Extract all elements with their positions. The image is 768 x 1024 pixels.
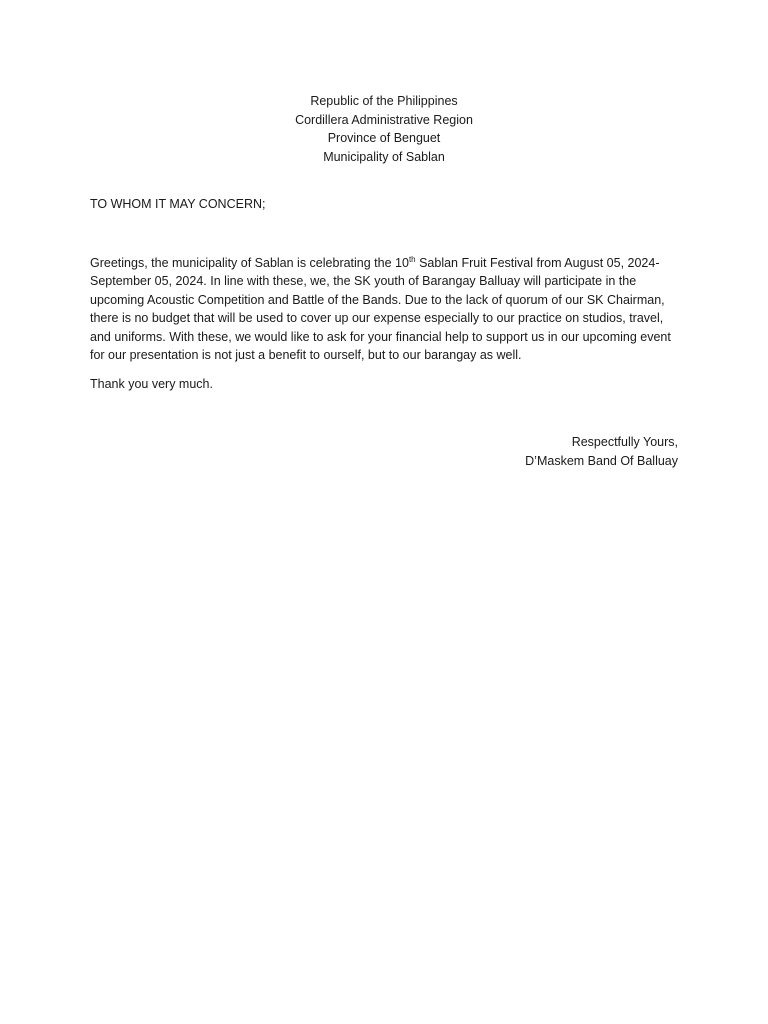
body-text-part2: Sablan Fruit Festival from August 05, 2024-September 05, 2024. In line with these, we, the SK youth of Barangay Balluay will participate in the upcoming Acoustic Competition and Battle of the Bands. Due to the lack of quorum of our SK Chairman, there is no budget that will be used to cover up our expense especially to our practice on studios, travel, and uniforms. With these, we would like to ask for your financial help to support us in our upcoming event for our presentation is not just a benefit to ourself, but to our barangay as well.: [90, 255, 671, 362]
header-line-province: Province of Benguet: [327, 131, 441, 145]
header-line-region: Cordillera Administrative Region: [295, 112, 473, 127]
body-paragraph: [90, 254, 678, 365]
letter-header: [90, 92, 678, 166]
body-superscript: th: [408, 254, 416, 264]
header-line-country: Republic of the Philippines: [310, 94, 458, 108]
body-text-part1: Greetings, the municipality of Sablan is celebrating the 10: [90, 255, 409, 270]
closing-signatory: D’Maskem Band Of Balluay: [525, 453, 678, 468]
closing-block: [90, 433, 678, 470]
header-line-municipality: Municipality of Sablan: [323, 149, 445, 164]
closing-valediction: Respectfully Yours,: [571, 435, 678, 449]
letter-page: [90, 92, 678, 470]
thanks-line: Thank you very much.: [90, 376, 213, 391]
salutation: TO WHOM IT MAY CONCERN;: [90, 197, 266, 211]
